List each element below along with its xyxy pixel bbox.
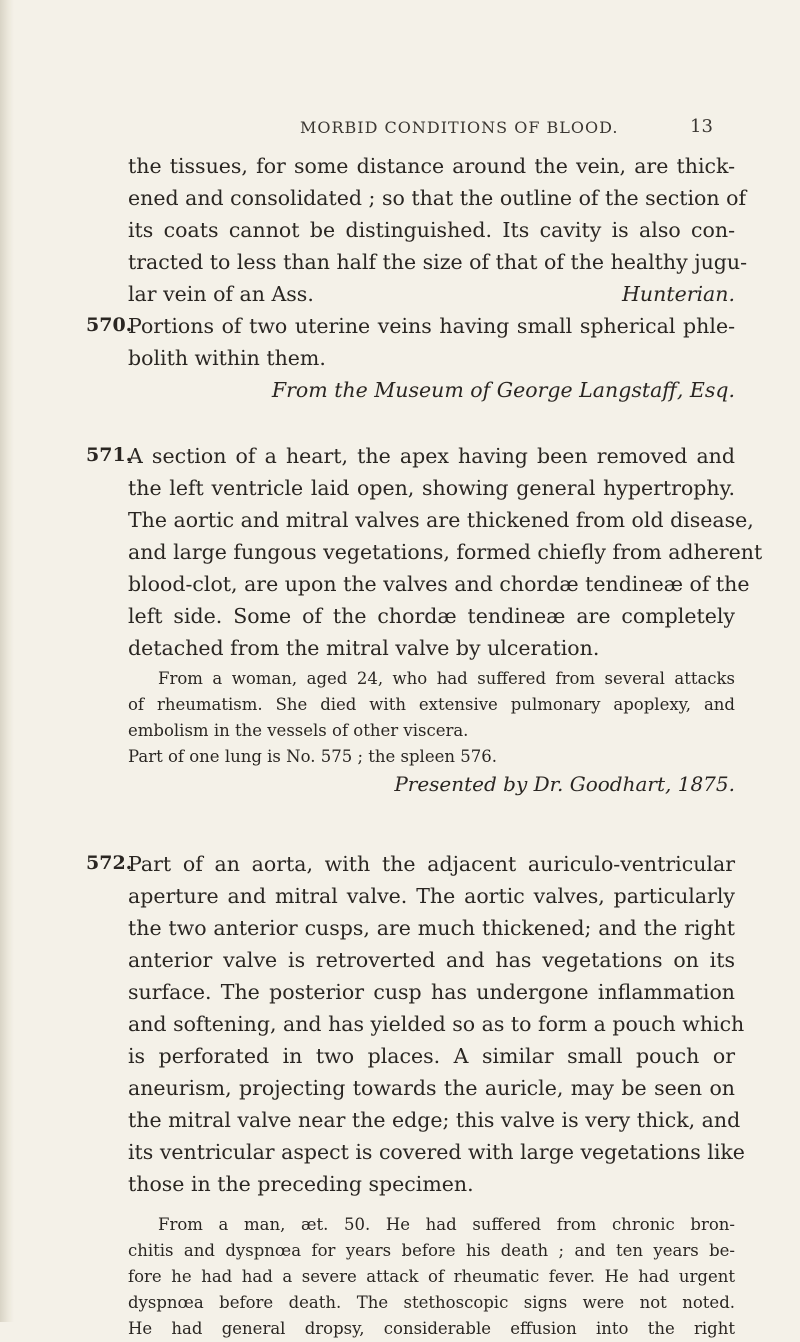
intro-line: the tissues, for some distance around the vein, are thick-: [128, 154, 735, 178]
entry-572-line: the two anterior cusps, are much thickened; and the right: [128, 916, 735, 940]
entry-571-note-line: of rheumatism. She died with extensive pulmonary apoplexy, and: [128, 695, 735, 714]
page-number: 13: [690, 116, 713, 137]
entry-number-572: 572.: [86, 852, 133, 874]
entry-572-line: anterior valve is retroverted and has vegetations on its: [128, 948, 735, 972]
entry-number-570: 570.: [86, 314, 133, 336]
entry-572-line: surface. The posterior cusp has undergone inflammation: [128, 980, 735, 1004]
running-head: [0, 118, 800, 142]
intro-line: ened and consolidated ; so that the outline of the section of: [128, 186, 747, 210]
entry-572-line: its ventricular aspect is covered with large vegetations like: [128, 1140, 745, 1164]
entry-572-note: [128, 1212, 735, 1342]
intro-line: lar vein of an Ass.: [128, 282, 314, 306]
entry-571-note: [128, 666, 735, 770]
entry-571-line: the left ventricle laid open, showing general hypertrophy.: [128, 476, 735, 500]
intro-line: its coats cannot be distinguished. Its cavity is also con-: [128, 218, 735, 242]
entry-572-line: Part of an aorta, with the adjacent auriculo-ventricular: [128, 852, 735, 876]
entry-572: [128, 848, 745, 1200]
entry-572-note-line: fore he had had a severe attack of rheumatic fever. He had urgent: [128, 1267, 735, 1286]
entry-572-line: those in the preceding specimen.: [128, 1172, 474, 1196]
running-title: MORBID CONDITIONS OF BLOOD.: [300, 118, 619, 137]
entry-571-line: The aortic and mitral valves are thickened from old disease,: [128, 508, 754, 532]
page-binding-shadow: [0, 0, 14, 1322]
entry-571-line: A section of a heart, the apex having been removed and: [128, 444, 735, 468]
entry-572-line: aneurism, projecting towards the auricle, may be seen on: [128, 1076, 735, 1100]
entry-572-note-line: From a man, æt. 50. He had suffered from chronic bron-: [158, 1215, 735, 1234]
entry-571-note-line: From a woman, aged 24, who had suffered from several attacks: [158, 669, 735, 688]
entry-572-note-line: chitis and dyspnœa for years before his death ; and ten years be-: [128, 1241, 735, 1260]
entry-570: [128, 310, 735, 406]
entry-570-line: Portions of two uterine veins having small spherical phle-: [128, 314, 735, 338]
entry-571-attribution: Presented by Dr. Goodhart, 1875.: [394, 772, 735, 796]
entry-570-line: bolith within them.: [128, 346, 326, 370]
entry-number-571: 571.: [86, 444, 133, 466]
entry-572-note-line: He had general dropsy, considerable effusion into the right: [128, 1319, 735, 1338]
entry-572-line: and softening, and has yielded so as to form a pouch which: [128, 1012, 745, 1036]
entry-572-line: aperture and mitral valve. The aortic valves, particularly: [128, 884, 735, 908]
intro-paragraph: [128, 150, 748, 310]
entry-571-note-line: Part of one lung is No. 575 ; the spleen 576.: [128, 747, 497, 766]
entry-572-line: the mitral valve near the edge; this valve is very thick, and: [128, 1108, 741, 1132]
entry-571-line: detached from the mitral valve by ulceration.: [128, 636, 600, 660]
entry-571: [128, 440, 763, 664]
entry-571-attribution-block: [128, 768, 735, 800]
intro-line: tracted to less than half the size of that of the healthy jugu-: [128, 250, 748, 274]
intro-line-last: [128, 278, 735, 310]
entry-571-note-line: embolism in the vessels of other viscera.: [128, 721, 469, 740]
entry-572-note-line: dyspnœa before death. The stethoscopic signs were not noted.: [128, 1293, 735, 1312]
entry-571-line: blood-clot, are upon the valves and chordæ tendineæ of the: [128, 572, 750, 596]
entry-570-attribution: From the Museum of George Langstaff, Esq.: [271, 378, 735, 402]
entry-571-line: and large fungous vegetations, formed chiefly from adherent: [128, 540, 763, 564]
entry-571-line: left side. Some of the chordæ tendineæ are completely: [128, 604, 735, 628]
intro-attribution: Hunterian.: [622, 282, 735, 306]
entry-572-line: is perforated in two places. A similar small pouch or: [128, 1044, 735, 1068]
